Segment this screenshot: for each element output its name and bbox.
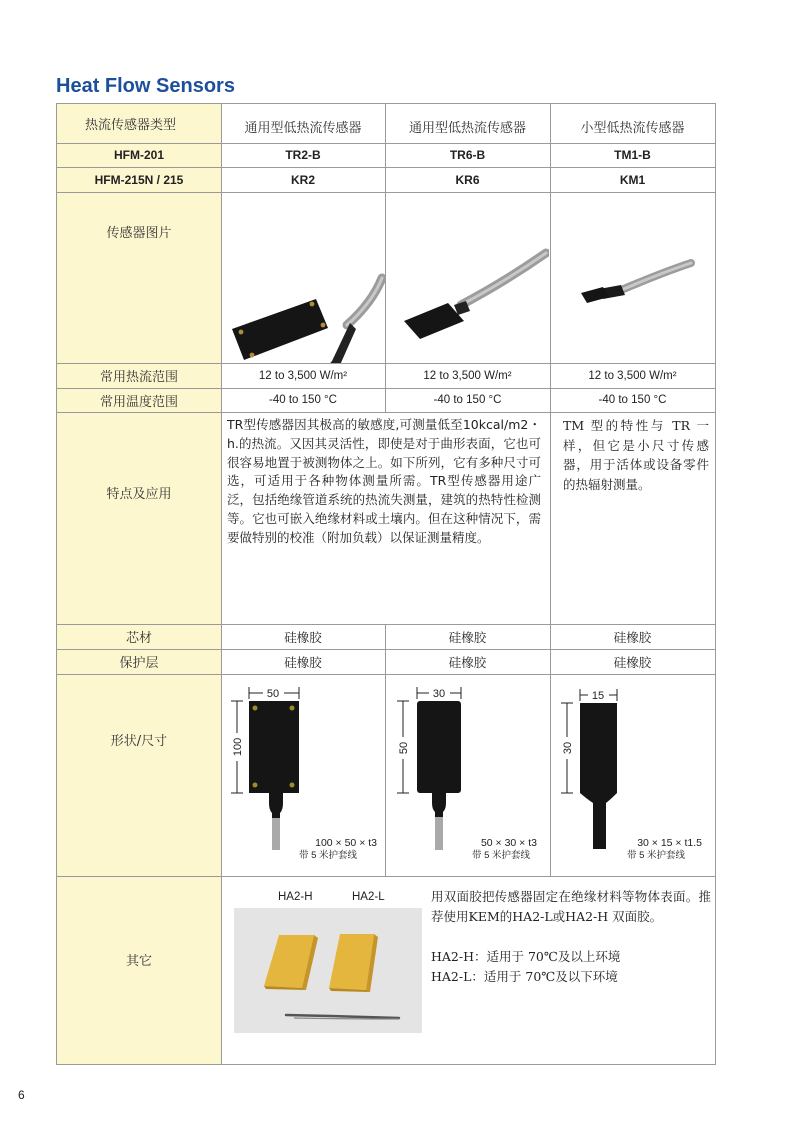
- dim-note-2: 带 5 米护套线: [471, 850, 530, 861]
- label-heat-flow-range: 常用热流范围: [99, 370, 178, 385]
- temp-range-2: -40 to 150 °C: [433, 394, 502, 406]
- dim-note-1: 带 5 米护套线: [298, 850, 357, 861]
- dim-width-label: 30: [432, 688, 446, 700]
- features-tr-text: TR型传感器因其极高的敏感度,可测量低至10kcal/m2・h.的热流。又因其灵活性，即使是对于曲形表面，它也可很容易地置于被测物体之上。如下所列，它有多种尺寸可选，可适用于各种物体测量所需。TR型传感器用途广泛，包括绝缘管道系统的热流失测量，建筑的热特性检测等。它也可嵌入绝缘材料或土壤内。但在这种情况下，需要做特别的校准（附加负载）以保证测量精度。: [227, 417, 541, 545]
- sensor-body: [404, 303, 464, 339]
- protective-layer-2: 硅橡胶: [448, 654, 487, 670]
- temp-range-1: -40 to 150 °C: [269, 394, 337, 406]
- label-temp-range: 常用温度范围: [99, 394, 178, 410]
- label-sensor-type: 热流传感器类型: [85, 118, 177, 133]
- screw: [290, 783, 295, 788]
- model-kr6: KR6: [455, 172, 480, 187]
- heat-flow-range-3: 12 to 3,500 W/m²: [588, 369, 677, 382]
- protective-layer-3: 硅橡胶: [613, 654, 652, 670]
- other-ha2h: HA2-H：适用于 70℃及以上环境: [431, 949, 621, 964]
- dim-height-label: 30: [562, 741, 574, 755]
- photo-highlight: [234, 908, 422, 1033]
- dim-height-label: 100: [232, 737, 244, 757]
- model-tr6b: TR6-B: [449, 148, 486, 162]
- label-other: 其它: [125, 953, 152, 969]
- screw: [239, 330, 244, 335]
- heat-flow-range-1: 12 to 3,500 W/m²: [258, 369, 348, 382]
- label-sensor-image: 传感器图片: [106, 225, 172, 241]
- sensor-outline: [249, 701, 299, 793]
- type-col-2: 通用型低热流传感器: [408, 121, 526, 136]
- sensor-neck: [269, 793, 283, 818]
- sensor-photo-tr2: [222, 193, 385, 363]
- cable-highlight: [619, 263, 691, 291]
- dim-width-label: 15: [591, 690, 605, 702]
- page-number: 6: [18, 1088, 25, 1102]
- model-tm1b: TM1-B: [614, 148, 651, 162]
- protective-layer-1: 硅橡胶: [284, 654, 322, 670]
- screw: [310, 302, 315, 307]
- screw: [321, 323, 326, 328]
- screw: [250, 353, 255, 358]
- page-title: Heat Flow Sensors: [56, 75, 235, 97]
- dim-note-3: 带 5 米护套线: [626, 850, 685, 861]
- core-material-1: 硅橡胶: [284, 629, 322, 645]
- type-col-3: 小型低热流传感器: [580, 121, 685, 136]
- dim-width-label: 50: [266, 688, 280, 700]
- model-kr2: KR2: [290, 172, 315, 187]
- row-divider: [57, 876, 715, 877]
- sensor-neck: [432, 793, 446, 817]
- other-ha2l: HA2-L：适用于 70℃及以下环境: [431, 969, 618, 984]
- other-description: 用双面胶把传感器固定在绝缘材料等物体表面。推荐使用KEM的HA2-L或HA2-H 双面胶。: [431, 889, 711, 924]
- cable: [347, 278, 382, 325]
- sensor-outline: [417, 701, 461, 793]
- label-protective: 保护层: [119, 656, 159, 671]
- sensor-photo-tr6: [386, 193, 549, 363]
- core-material-2: 硅橡胶: [448, 629, 487, 645]
- screw: [253, 783, 258, 788]
- label-column: [57, 104, 221, 1064]
- dim-height-label: 50: [398, 741, 410, 755]
- tape-label-h: HA2-H: [278, 891, 313, 903]
- type-col-1: 通用型低热流传感器: [244, 121, 362, 136]
- cable: [272, 818, 280, 850]
- label-shape: 形状/尺寸: [110, 733, 168, 749]
- label-features: 特点及应用: [106, 486, 172, 502]
- dim-size-1: 100 × 50 × t3: [315, 837, 377, 849]
- spec-table: [56, 103, 716, 1065]
- heat-flow-range-2: 12 to 3,500 W/m²: [423, 369, 512, 382]
- label-hfm215: HFM-215N / 215: [94, 172, 184, 187]
- tape-label-l: HA2-L: [352, 891, 385, 903]
- core-material-3: 硅橡胶: [613, 629, 652, 645]
- temp-range-3: -40 to 150 °C: [598, 394, 667, 406]
- cable: [435, 817, 443, 850]
- label-hfm201: HFM-201: [113, 148, 164, 162]
- label-core: 芯材: [125, 631, 152, 646]
- features-tm-text: TM 型的特性与 TR 一样，但它是小尺寸传感器，用于活体或设备零件的热辐射测量。: [563, 418, 709, 492]
- model-km1: KM1: [619, 172, 646, 187]
- sensor-outline: [580, 703, 617, 849]
- sensor-photo-tm1: [551, 193, 714, 363]
- tape-photo: [234, 908, 422, 1033]
- model-tr2b: TR2-B: [285, 148, 321, 162]
- dim-size-2: 50 × 30 × t3: [480, 837, 537, 849]
- screw: [253, 706, 258, 711]
- dim-size-3: 30 × 15 × t1.5: [637, 837, 702, 849]
- screw: [290, 706, 295, 711]
- sensor-body: [232, 299, 328, 360]
